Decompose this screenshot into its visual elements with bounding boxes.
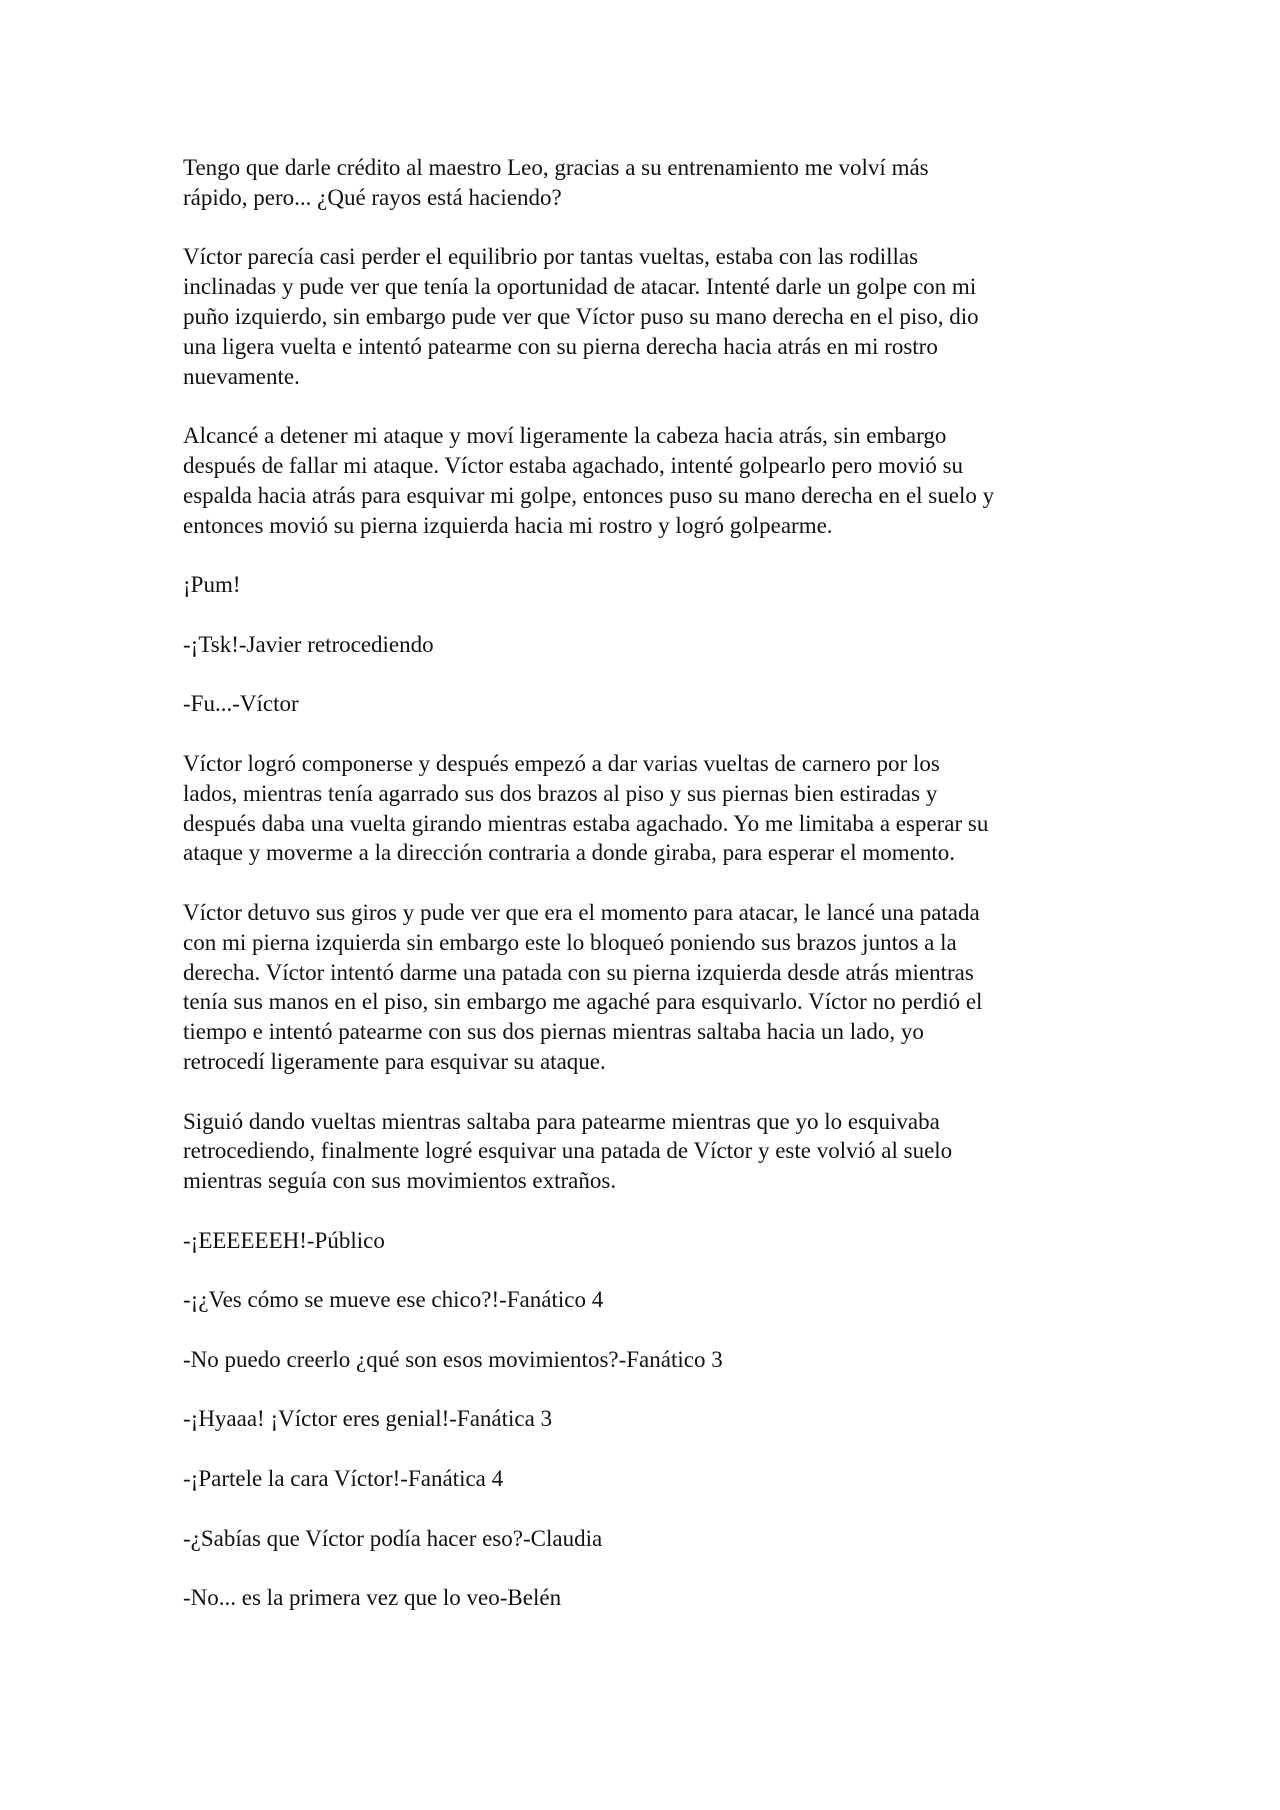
paragraph bbox=[183, 1464, 1103, 1524]
text-line: tenía sus manos en el piso, sin embargo me agaché para esquivarlo. Víctor no perdió el bbox=[183, 989, 983, 1015]
paragraph bbox=[183, 1226, 1103, 1286]
paragraph bbox=[183, 749, 1103, 898]
text-line: -¡Partele la cara Víctor!-Fanática 4 bbox=[183, 1466, 504, 1492]
paragraph bbox=[183, 1583, 1103, 1613]
text-line: rápido, pero... ¿Qué rayos está haciendo? bbox=[183, 184, 562, 210]
paragraph-spacer bbox=[183, 1315, 1103, 1345]
paragraph bbox=[183, 421, 1103, 570]
text-line: una ligera vuelta e intentó patearme con su pierna derecha hacia atrás en mi rostro bbox=[183, 333, 938, 359]
text-line: -¿Sabías que Víctor podía hacer eso?-Claudia bbox=[183, 1525, 603, 1551]
text-line: después daba una vuelta girando mientras estaba agachado. Yo me limitaba a esperar su bbox=[183, 810, 989, 836]
paragraph-spacer bbox=[183, 1494, 1103, 1524]
document-page bbox=[183, 153, 1103, 1613]
text-line: lados, mientras tenía agarrado sus dos brazos al piso y sus piernas bien estiradas y bbox=[183, 780, 938, 806]
text-line: -¡¿Ves cómo se mueve ese chico?!-Fanático 4 bbox=[183, 1287, 604, 1313]
text-line: Tengo que darle crédito al maestro Leo, gracias a su entrenamiento me volví más bbox=[183, 155, 929, 180]
text-line: -No... es la primera vez que lo veo-Belén bbox=[183, 1585, 562, 1611]
paragraph-spacer bbox=[183, 600, 1103, 630]
text-line: puño izquierdo, sin embargo pude ver que Víctor puso su mano derecha en el piso, dio bbox=[183, 303, 979, 329]
text-line: -No puedo creerlo ¿qué son esos movimientos?-Fanático 3 bbox=[183, 1346, 723, 1372]
paragraph bbox=[183, 242, 1103, 421]
paragraph-spacer bbox=[183, 1434, 1103, 1464]
paragraph bbox=[183, 1404, 1103, 1464]
paragraph-spacer bbox=[183, 1255, 1103, 1285]
paragraph-spacer bbox=[183, 868, 1103, 898]
text-line: Alcancé a detener mi ataque y moví ligeramente la cabeza hacia atrás, sin embargo bbox=[183, 423, 947, 449]
paragraph bbox=[183, 1524, 1103, 1584]
paragraph-spacer bbox=[183, 660, 1103, 690]
text-line: derecha. Víctor intentó darme una patada con su pierna izquierda desde atrás mientras bbox=[183, 959, 974, 985]
paragraph bbox=[183, 1345, 1103, 1405]
text-line: Siguió dando vueltas mientras saltaba para patearme mientras que yo lo esquivaba bbox=[183, 1108, 940, 1134]
paragraph bbox=[183, 689, 1103, 749]
paragraph-spacer bbox=[183, 540, 1103, 570]
paragraph bbox=[183, 570, 1103, 630]
text-line: ¡Pum! bbox=[183, 572, 241, 598]
text-line: retrocedí ligeramente para esquivar su ataque. bbox=[183, 1048, 606, 1074]
paragraph-spacer bbox=[183, 391, 1103, 421]
text-line: con mi pierna izquierda sin embargo este lo bloqueó poniendo sus brazos juntos a la bbox=[183, 929, 957, 955]
text-line: Víctor detuvo sus giros y pude ver que era el momento para atacar, le lancé una patada bbox=[183, 899, 980, 925]
text-line: mientras seguía con sus movimientos extraños. bbox=[183, 1168, 617, 1194]
paragraph bbox=[183, 898, 1103, 1107]
text-line: retrocediendo, finalmente logré esquivar una patada de Víctor y este volvió al suelo bbox=[183, 1138, 953, 1164]
text-line: Víctor logró componerse y después empezó a dar varias vueltas de carnero por los bbox=[183, 750, 940, 776]
paragraph-spacer bbox=[183, 213, 1103, 243]
text-line: después de fallar mi ataque. Víctor estaba agachado, intenté golpearlo pero movió su bbox=[183, 452, 964, 478]
text-line: entonces movió su pierna izquierda hacia mi rostro y logró golpearme. bbox=[183, 512, 833, 538]
paragraph-spacer bbox=[183, 1196, 1103, 1226]
paragraph bbox=[183, 153, 1103, 242]
text-line: nuevamente. bbox=[183, 363, 300, 389]
paragraph bbox=[183, 1285, 1103, 1345]
paragraph bbox=[183, 630, 1103, 690]
paragraph-spacer bbox=[183, 719, 1103, 749]
paragraph-spacer bbox=[183, 1553, 1103, 1583]
text-line: Víctor parecía casi perder el equilibrio por tantas vueltas, estaba con las rodillas bbox=[183, 244, 919, 270]
text-line: tiempo e intentó patearme con sus dos piernas mientras saltaba hacia un lado, yo bbox=[183, 1019, 924, 1045]
text-line: -¡Hyaaa! ¡Víctor eres genial!-Fanática 3 bbox=[183, 1406, 553, 1432]
text-line: -¡EEEEEEH!-Público bbox=[183, 1227, 385, 1253]
text-line: ataque y moverme a la dirección contraria a donde giraba, para esperar el momento. bbox=[183, 840, 956, 866]
paragraph-spacer bbox=[183, 1375, 1103, 1405]
paragraph bbox=[183, 1107, 1103, 1226]
text-line: espalda hacia atrás para esquivar mi golpe, entonces puso su mano derecha en el suelo y bbox=[183, 482, 995, 508]
paragraph-spacer bbox=[183, 1077, 1103, 1107]
text-line: -Fu...-Víctor bbox=[183, 691, 299, 717]
text-line: inclinadas y pude ver que tenía la oportunidad de atacar. Intenté darle un golpe con mi bbox=[183, 274, 977, 300]
text-line: -¡Tsk!-Javier retrocediendo bbox=[183, 631, 434, 657]
